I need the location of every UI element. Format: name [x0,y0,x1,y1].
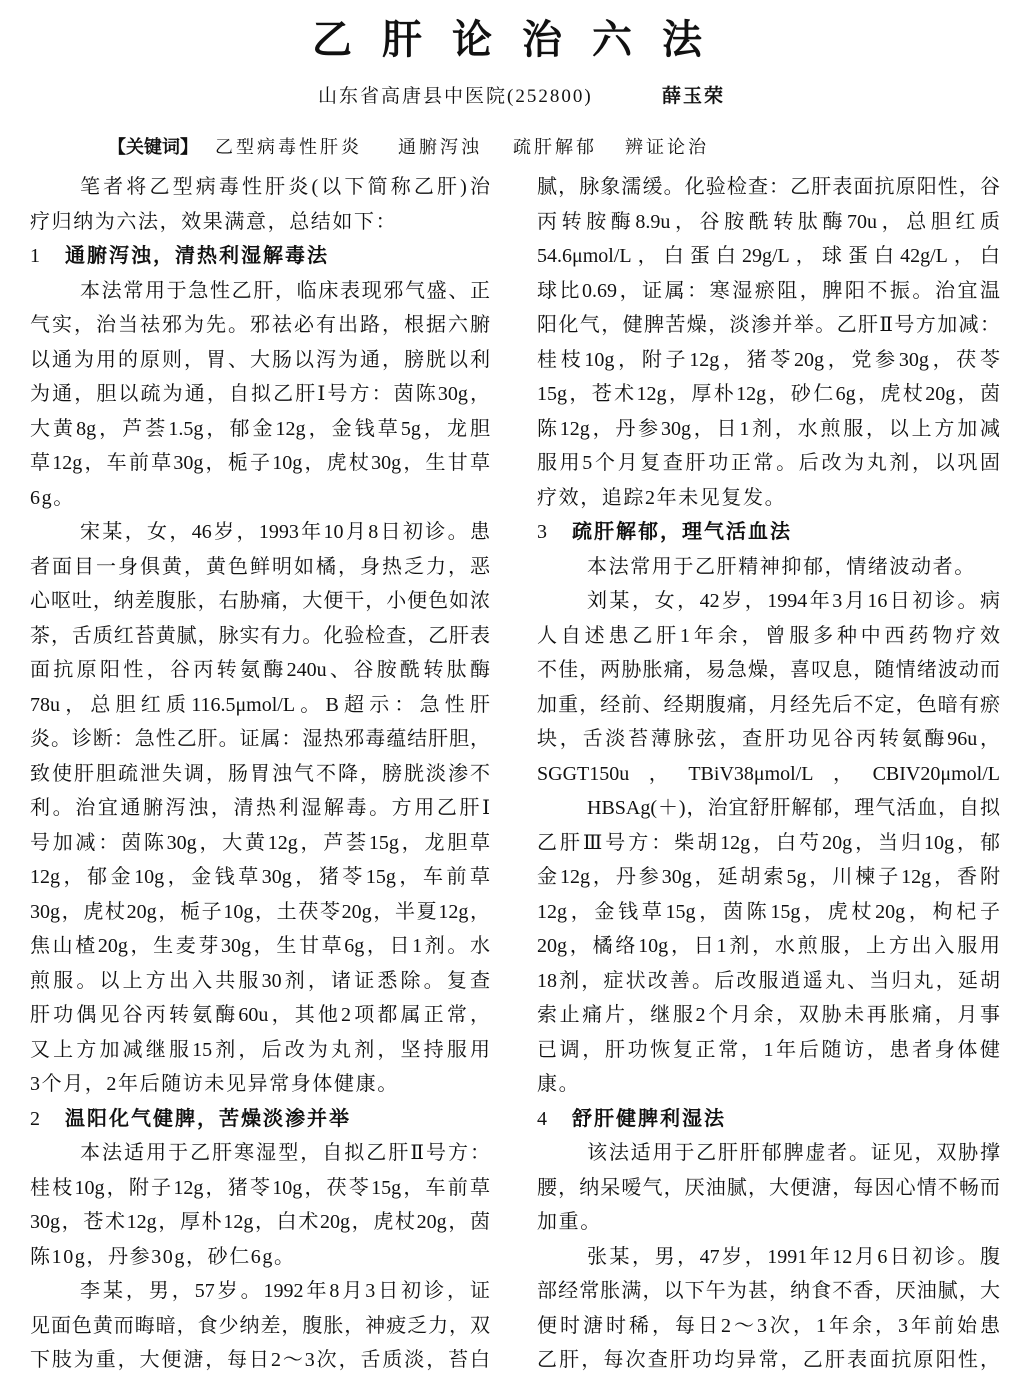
text-line: 腻，脉象濡缓。化验检查：乙肝表面抗原阳性，谷 [537,176,1000,198]
section-heading [30,1102,490,1137]
keywords-label: 【关键词】 [108,137,198,157]
text-line: 为通，胆以疏为通，自拟乙肝Ⅰ号方：茵陈30g， [30,383,490,405]
text-line: 部经常胀满，以下午为甚，纳食不香，厌油腻，大 [537,1280,1000,1302]
text-line: 陈12g，丹参30g，日1剂，水煎服，以上方加减 [537,417,1000,440]
text-line: SGGT150u，TBiV38μmol/L，CBIV20μmol/L [537,762,1000,785]
text-line: 加重，经前、经期腹痛，月经先后不定，色暗有瘀 [537,693,1000,716]
section-number: 3 [537,521,547,543]
text-line: 炎。诊断：急性乙肝。证属：湿热邪毒蕴结肝胆， [30,728,490,750]
section-heading [537,515,1000,550]
text-line: 本法常用于急性乙肝，临床表现邪气盛、正 [80,279,490,302]
author-affiliation: 山东省高唐县中医院(252800) [318,86,593,107]
section-title: 通腑泻浊，清热利湿解毒法 [65,245,329,267]
text-line: 见面色黄而晦暗，食少纳差，腹胀，神疲乏力，双 [30,1314,490,1337]
text-line: 大黄8g，芦荟1.5g，郁金12g，金钱草5g，龙胆 [30,417,490,440]
text-line: 面抗原阳性，谷丙转氨酶240u、谷胺酰转肽酶 [30,659,490,681]
text-line: 宋某，女，46岁，1993年10月8日初诊。患 [80,521,490,543]
text-line: 球比0.69，证属：寒湿瘀阻，脾阳不振。治宜温 [537,279,1000,302]
text-line: 12g，金钱草15g，茵陈15g，虎杖20g，枸杞子 [537,900,1000,923]
text-line: 利。治宜通腑泻浊，清热利湿解毒。方用乙肝Ⅰ [30,797,490,819]
text-line: 以通为用的原则，胃、大肠以泻为通，膀胱以利 [30,348,490,371]
section-number: 2 [30,1107,40,1130]
text-line: HBSAg(＋)，治宜舒肝解郁，理气活血，自拟 [587,797,1000,819]
text-line: 疗效，追踪2年未见复发。 [537,486,787,509]
left-column [30,170,490,1378]
text-line: 块，舌淡苔薄脉弦，查肝功见谷丙转氨酶96u， [537,728,1000,750]
text-line: 30g，虎杖20g，栀子10g，土茯苓20g，半夏12g， [30,900,490,923]
text-line: 疗归纳为六法，效果满意，总结如下： [30,210,398,233]
keyword: 辨证论治 [625,137,709,157]
text-line: 气实，治当祛邪为先。邪祛必有出路，根据六腑 [30,314,490,336]
author-name: 薛玉荣 [662,86,726,107]
section-number: 1 [30,245,40,267]
text-line: 阳化气，健脾苦燥，淡渗并举。乙肝Ⅱ号方加减： [537,314,1000,336]
text-line: 本法常用于乙肝精神抑郁，情绪波动者。 [587,555,976,578]
text-line: 78u，总胆红质116.5μmol/L。B超示：急性肝 [30,693,490,716]
text-line: 草12g，车前草30g，栀子10g，虎杖30g，生甘草 [30,452,490,474]
text-line: 腰，纳呆嗳气，厌油腻，大便溏，每因心情不畅而 [537,1176,1000,1199]
text-line: 桂枝10g，附子12g，猪苓20g，党参30g，茯苓 [537,348,1000,371]
text-line: 李某，男，57岁。1992年8月3日初诊，证 [80,1280,490,1302]
text-line: 12g，郁金10g，金钱草30g，猪苓15g，车前草 [30,866,490,888]
text-line: 乙肝，每次查肝功均异常，乙肝表面抗原阳性， [537,1349,1000,1371]
section-heading [30,239,490,274]
text-line: 54.6μmol/L，白蛋白29g/L，球蛋白42g/L，白 [537,245,1000,267]
text-line: 金12g，丹参30g，延胡索5g，川楝子12g，香附 [537,866,1000,888]
text-line: 加重。 [537,1211,602,1233]
section-title: 疏肝解郁，理气活血法 [572,521,792,543]
text-line: 20g，橘络10g，日1剂，水煎服，上方出入服用 [537,935,1000,957]
section-heading [537,1102,1000,1137]
text-line: 便时溏时稀，每日2～3次，1年余，3年前始患 [537,1314,1000,1337]
text-line: 茶，舌质红苔黄腻，脉实有力。化验检查，乙肝表 [30,624,490,647]
text-line: 号加减：茵陈30g，大黄12g，芦荟15g，龙胆草 [30,831,490,854]
text-line: 肝功偶见谷丙转氨酶60u，其他2项都属正常， [30,1004,490,1026]
text-line: 丙转胺酶8.9u，谷胺酰转肽酶70u，总胆红质 [537,210,1000,233]
keyword: 乙型病毒性肝炎 [215,137,362,157]
text-line: 6g。 [30,486,75,509]
text-line: 桂枝10g，附子12g，猪苓10g，茯苓15g，车前草 [30,1176,490,1199]
text-line: 张某，男，47岁，1991年12月6日初诊。腹 [587,1245,1000,1268]
section-title: 舒肝健脾利湿法 [572,1107,726,1130]
text-line: 煎服。以上方出入共服30剂，诸证悉除。复查 [30,969,490,992]
text-line: 30g，苍术12g，厚朴12g，白术20g，虎杖20g，茵 [30,1211,490,1233]
section-number: 4 [537,1107,547,1130]
text-line: 不佳，两胁胀痛，易急燥，喜叹息，随情绪波动而 [537,659,1000,681]
text-line: 笔者将乙型病毒性肝炎(以下简称乙肝)治 [80,176,490,198]
text-line: 康。 [537,1073,581,1095]
text-line: 致使肝胆疏泄失调，肠胃浊气不降，膀胱淡渗不 [30,762,490,785]
section-title: 温阳化气健脾，苦燥淡渗并举 [65,1107,351,1130]
text-line: 18剂，症状改善。后改服逍遥丸、当归丸，延胡 [537,969,1000,992]
text-line: 该法适用于乙肝肝郁脾虚者。证见，双胁撑 [587,1142,1000,1164]
text-line: 索止痛片，继服2个月余，双胁未再胀痛，月事 [537,1004,1000,1026]
text-line: 乙肝Ⅲ号方：柴胡12g，白芍20g，当归10g，郁 [537,831,1000,854]
right-column [537,170,1000,1378]
text-line: 又上方加减继服15剂，后改为丸剂，坚持服用 [30,1038,490,1061]
text-line: 15g，苍术12g，厚朴12g，砂仁6g，虎杖20g，茵 [537,383,1000,405]
text-line: 刘某，女，42岁，1994年3月16日初诊。病 [587,590,1000,612]
text-line: 3个月，2年后随访未见异常身体健康。 [30,1073,399,1095]
text-line: 已调，肝功恢复正常，1年后随访，患者身体健 [537,1038,1000,1061]
text-line: 下肢为重，大便溏，每日2～3次，舌质淡，苔白 [30,1349,490,1371]
text-line: 心呕吐，纳差腹胀，右胁痛，大便干，小便色如浓 [30,590,490,612]
text-line: 人自述患乙肝1年余，曾服多种中西药物疗效 [537,624,1000,647]
text-line: 焦山楂20g，生麦芽30g，生甘草6g，日1剂。水 [30,935,490,957]
keyword: 疏肝解郁 [513,137,597,157]
text-line: 陈10g，丹参30g，砂仁6g。 [30,1245,296,1268]
keyword: 通腑泻浊 [398,137,482,157]
text-line: 服用5个月复查肝功正常。后改为丸剂，以巩固 [537,452,1000,474]
text-line: 者面目一身俱黄，黄色鲜明如橘，身热乏力，恶 [30,555,490,578]
text-line: 本法适用于乙肝寒湿型，自拟乙肝Ⅱ号方： [80,1142,490,1164]
article-title: 乙肝论治六法 [312,17,732,62]
